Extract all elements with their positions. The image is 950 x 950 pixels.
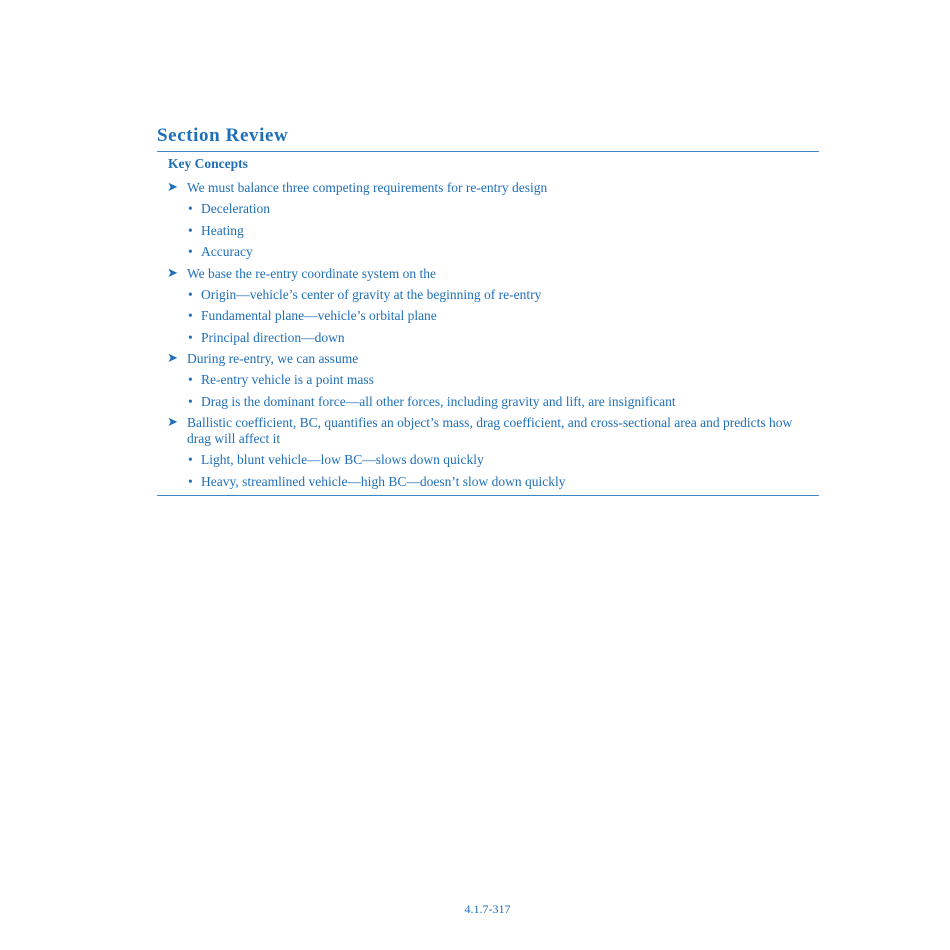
bullet-dot-icon: • [188, 308, 193, 323]
concept-text: Ballistic coefficient, BC, quantifies an object’s mass, drag coefficient, and cross-sectional area and predicts how drag will affect it [187, 415, 793, 446]
concept-item [157, 180, 819, 260]
bottom-divider [157, 495, 819, 496]
concept-item [157, 266, 819, 346]
key-concepts-list [157, 180, 819, 490]
bullet-dot-icon: • [188, 372, 193, 387]
top-divider [157, 151, 819, 152]
sub-point-item [187, 287, 819, 303]
sub-point-item [187, 474, 819, 490]
arrow-bullet-icon: ➤ [167, 265, 178, 281]
sub-point-list [187, 201, 819, 260]
sub-point-text: Accuracy [201, 244, 253, 259]
sub-point-item [187, 201, 819, 217]
sub-point-text: Principal direction—down [201, 329, 345, 345]
sub-point-text: Light, blunt vehicle—low BC—slows down quickly [201, 452, 484, 467]
bullet-dot-icon: • [188, 222, 193, 238]
arrow-bullet-icon: ➤ [167, 180, 178, 195]
sub-point-item [187, 372, 819, 388]
sub-point-text: Fundamental plane—vehicle’s orbital plane [201, 308, 437, 323]
sub-point-list [187, 287, 819, 346]
page-number: 4.1.7-317 [464, 902, 511, 916]
arrow-bullet-icon: ➤ [167, 351, 178, 366]
key-concepts-heading: Key Concepts [168, 156, 248, 171]
bullet-dot-icon: • [188, 393, 193, 409]
bullet-dot-icon: • [188, 452, 193, 467]
bullet-dot-icon: • [188, 201, 193, 216]
sub-point-text: Deceleration [201, 201, 270, 216]
bullet-dot-icon: • [188, 329, 193, 345]
arrow-bullet-icon: ➤ [167, 415, 178, 430]
sub-point-item [187, 308, 819, 324]
concept-item [157, 415, 819, 490]
bullet-dot-icon: • [188, 473, 193, 489]
sub-point-item [187, 223, 819, 239]
concept-text: We base the re-entry coordinate system on the [187, 265, 436, 281]
sub-point-item [187, 394, 819, 410]
sub-point-text: Re-entry vehicle is a point mass [201, 372, 374, 387]
bullet-dot-icon: • [188, 286, 193, 302]
sub-point-text: Drag is the dominant force—all other forces, including gravity and lift, are insignificant [201, 393, 676, 409]
bullet-dot-icon: • [188, 244, 193, 259]
concept-text: During re-entry, we can assume [187, 351, 359, 366]
sub-point-list [187, 452, 819, 490]
sub-point-text: Heating [201, 222, 244, 238]
sub-point-item [187, 330, 819, 346]
sub-point-item [187, 452, 819, 468]
concept-item [157, 351, 819, 410]
concept-text: We must balance three competing requirements for re-entry design [187, 180, 548, 195]
section-title: Section Review [157, 125, 289, 146]
sub-point-item [187, 244, 819, 260]
sub-point-text: Heavy, streamlined vehicle—high BC—doesn’t slow down quickly [201, 473, 566, 489]
sub-point-list [187, 372, 819, 410]
section-review [157, 124, 819, 496]
sub-point-text: Origin—vehicle’s center of gravity at the beginning of re-entry [201, 286, 542, 302]
